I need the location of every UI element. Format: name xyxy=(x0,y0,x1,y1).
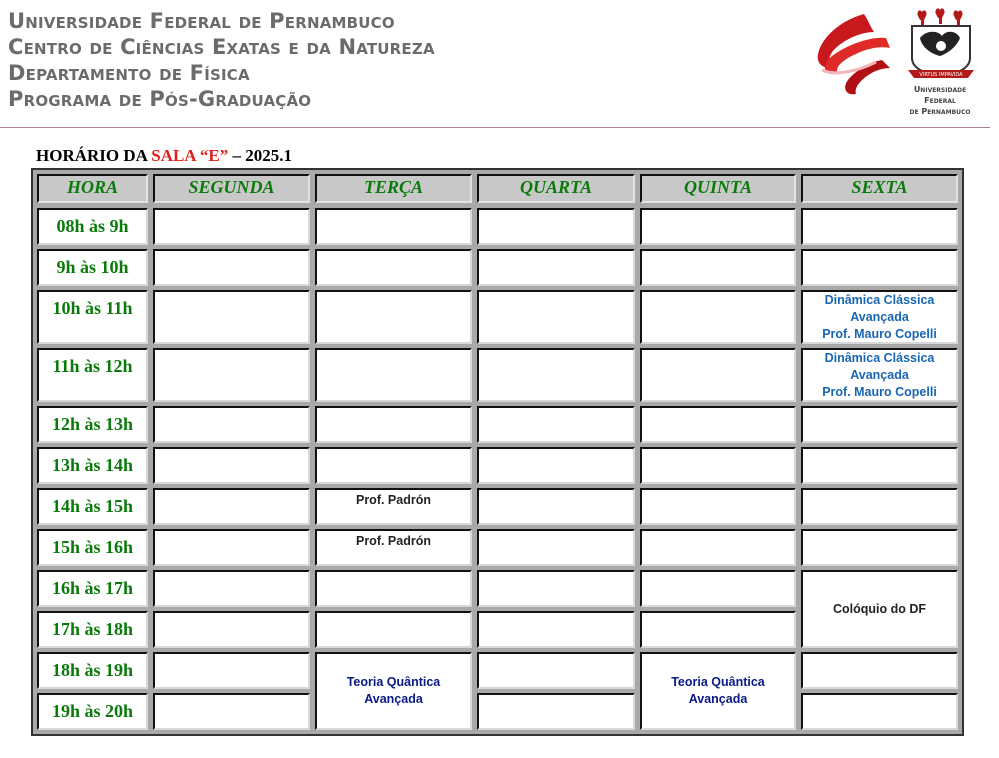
class-entry-line: Dinâmica Clássica xyxy=(824,351,935,365)
schedule-cell xyxy=(315,290,472,344)
class-entry-line: Dinâmica Clássica xyxy=(824,293,935,307)
header-divider xyxy=(0,127,990,128)
header-line-department: Departamento de Física xyxy=(8,61,250,85)
schedule-cell xyxy=(477,290,635,344)
schedule-cell xyxy=(640,529,796,566)
schedule-cell xyxy=(640,208,796,245)
schedule-cell xyxy=(801,693,958,730)
time-slot xyxy=(37,488,148,525)
time-slot-label: 13h às 14h xyxy=(51,455,134,475)
class-entry: Colóquio do DF xyxy=(832,601,927,616)
schedule-cell-merged xyxy=(640,652,796,730)
time-slot-label: 14h às 15h xyxy=(51,496,134,516)
time-slot xyxy=(37,529,148,566)
time-slot xyxy=(37,249,148,286)
schedule-cell xyxy=(640,249,796,286)
schedule-cell xyxy=(153,290,310,344)
schedule-cell xyxy=(801,529,958,566)
time-slot xyxy=(37,208,148,245)
column-header: SEXTA xyxy=(801,174,958,203)
institution-header xyxy=(8,8,435,112)
schedule-cell-merged xyxy=(315,652,472,730)
schedule-cell xyxy=(477,529,635,566)
schedule-cell xyxy=(477,611,635,648)
schedule-table xyxy=(31,168,964,736)
schedule-cell xyxy=(640,611,796,648)
schedule-cell xyxy=(153,488,310,525)
schedule-cell xyxy=(640,348,796,402)
schedule-cell xyxy=(153,693,310,730)
class-entry xyxy=(671,674,765,708)
class-entry-line: Prof. Mauro Copelli xyxy=(822,385,937,399)
column-header: QUARTA xyxy=(477,174,635,203)
time-slot xyxy=(37,290,148,344)
time-slot xyxy=(37,406,148,443)
class-entry-line: Teoria Quântica xyxy=(346,675,441,689)
time-slot-label: 08h às 9h xyxy=(56,216,129,236)
schedule-cell xyxy=(640,570,796,607)
class-entry xyxy=(347,674,441,708)
class-entry-line: Avançada xyxy=(850,368,909,382)
schedule-cell xyxy=(477,447,635,484)
schedule-cell-merged xyxy=(801,570,958,648)
schedule-cell xyxy=(640,290,796,344)
time-slot xyxy=(37,348,148,402)
schedule-cell xyxy=(801,290,958,344)
class-entry-line: Teoria Quântica xyxy=(671,675,765,689)
schedule-cell xyxy=(315,570,472,607)
time-slot-label: 16h às 17h xyxy=(51,578,134,598)
schedule-cell xyxy=(801,249,958,286)
class-entry-line: Avançada xyxy=(850,310,909,324)
schedule-cell xyxy=(477,249,635,286)
schedule-cell xyxy=(801,488,958,525)
schedule-cell xyxy=(153,447,310,484)
schedule-cell xyxy=(153,249,310,286)
time-slot xyxy=(37,611,148,648)
class-entry xyxy=(803,292,956,343)
time-slot xyxy=(37,447,148,484)
class-entry-line: Avançada xyxy=(688,692,748,706)
schedule-cell xyxy=(801,652,958,689)
schedule-cell xyxy=(801,406,958,443)
schedule-cell xyxy=(315,348,472,402)
time-slot xyxy=(37,693,148,730)
class-entry: Prof. Padrón xyxy=(355,534,431,548)
time-slot-label: 18h às 19h xyxy=(51,660,134,680)
time-slot-label: 19h às 20h xyxy=(51,701,134,721)
schedule-cell xyxy=(640,406,796,443)
schedule-cell xyxy=(801,208,958,245)
schedule-cell xyxy=(153,208,310,245)
time-slot-label: 15h às 16h xyxy=(51,537,134,557)
seal-motto: VIRTUS IMPAVIDA xyxy=(919,72,963,78)
schedule-cell xyxy=(801,348,958,402)
schedule-cell xyxy=(477,208,635,245)
schedule-cell xyxy=(153,406,310,443)
schedule-cell xyxy=(153,348,310,402)
column-header: QUINTA xyxy=(640,174,796,203)
time-slot-label: 11h às 12h xyxy=(52,356,133,376)
time-slot-label: 17h às 18h xyxy=(51,619,134,639)
class-entry: Prof. Padrón xyxy=(355,493,431,507)
time-slot-label: 12h às 13h xyxy=(51,414,134,434)
schedule-cell xyxy=(315,611,472,648)
schedule-title xyxy=(36,146,292,166)
column-header: HORA xyxy=(37,174,148,203)
column-header: TERÇA xyxy=(315,174,472,203)
time-slot xyxy=(37,570,148,607)
schedule-cell xyxy=(477,406,635,443)
title-prefix: HORÁRIO DA xyxy=(36,146,152,165)
department-logo-icon xyxy=(812,10,892,98)
schedule-cell xyxy=(315,529,472,566)
column-header: SEGUNDA xyxy=(153,174,310,203)
time-slot-label: 9h às 10h xyxy=(56,257,129,277)
class-entry-line: Avançada xyxy=(364,692,423,706)
title-suffix: – 2025.1 xyxy=(228,146,292,165)
header-line-center: Centro de Ciências Exatas e da Natureza xyxy=(8,35,435,59)
time-slot xyxy=(37,652,148,689)
schedule-cell xyxy=(477,693,635,730)
schedule-cell xyxy=(315,447,472,484)
schedule-cell xyxy=(153,570,310,607)
class-entry-line: Prof. Mauro Copelli xyxy=(822,327,937,341)
schedule-cell xyxy=(153,652,310,689)
schedule-cell xyxy=(801,447,958,484)
schedule-cell xyxy=(315,406,472,443)
schedule-cell xyxy=(153,529,310,566)
schedule-cell xyxy=(477,348,635,402)
schedule-cell xyxy=(640,488,796,525)
header-line-university: Universidade Federal de Pernambuco xyxy=(8,9,395,33)
schedule-cell xyxy=(640,447,796,484)
schedule-cell xyxy=(153,611,310,648)
schedule-cell xyxy=(477,652,635,689)
schedule-cell xyxy=(477,570,635,607)
schedule-cell xyxy=(315,488,472,525)
schedule-cell xyxy=(315,208,472,245)
schedule-cell xyxy=(315,249,472,286)
header-line-program: Programa de Pós-Graduação xyxy=(8,87,312,111)
schedule-cell xyxy=(477,488,635,525)
title-room: SALA “E” xyxy=(151,146,229,165)
time-slot-label: 10h às 11h xyxy=(52,298,133,318)
ufpe-logo-text: Universidade Federal de Pernambuco xyxy=(909,85,971,116)
class-entry xyxy=(803,350,956,401)
